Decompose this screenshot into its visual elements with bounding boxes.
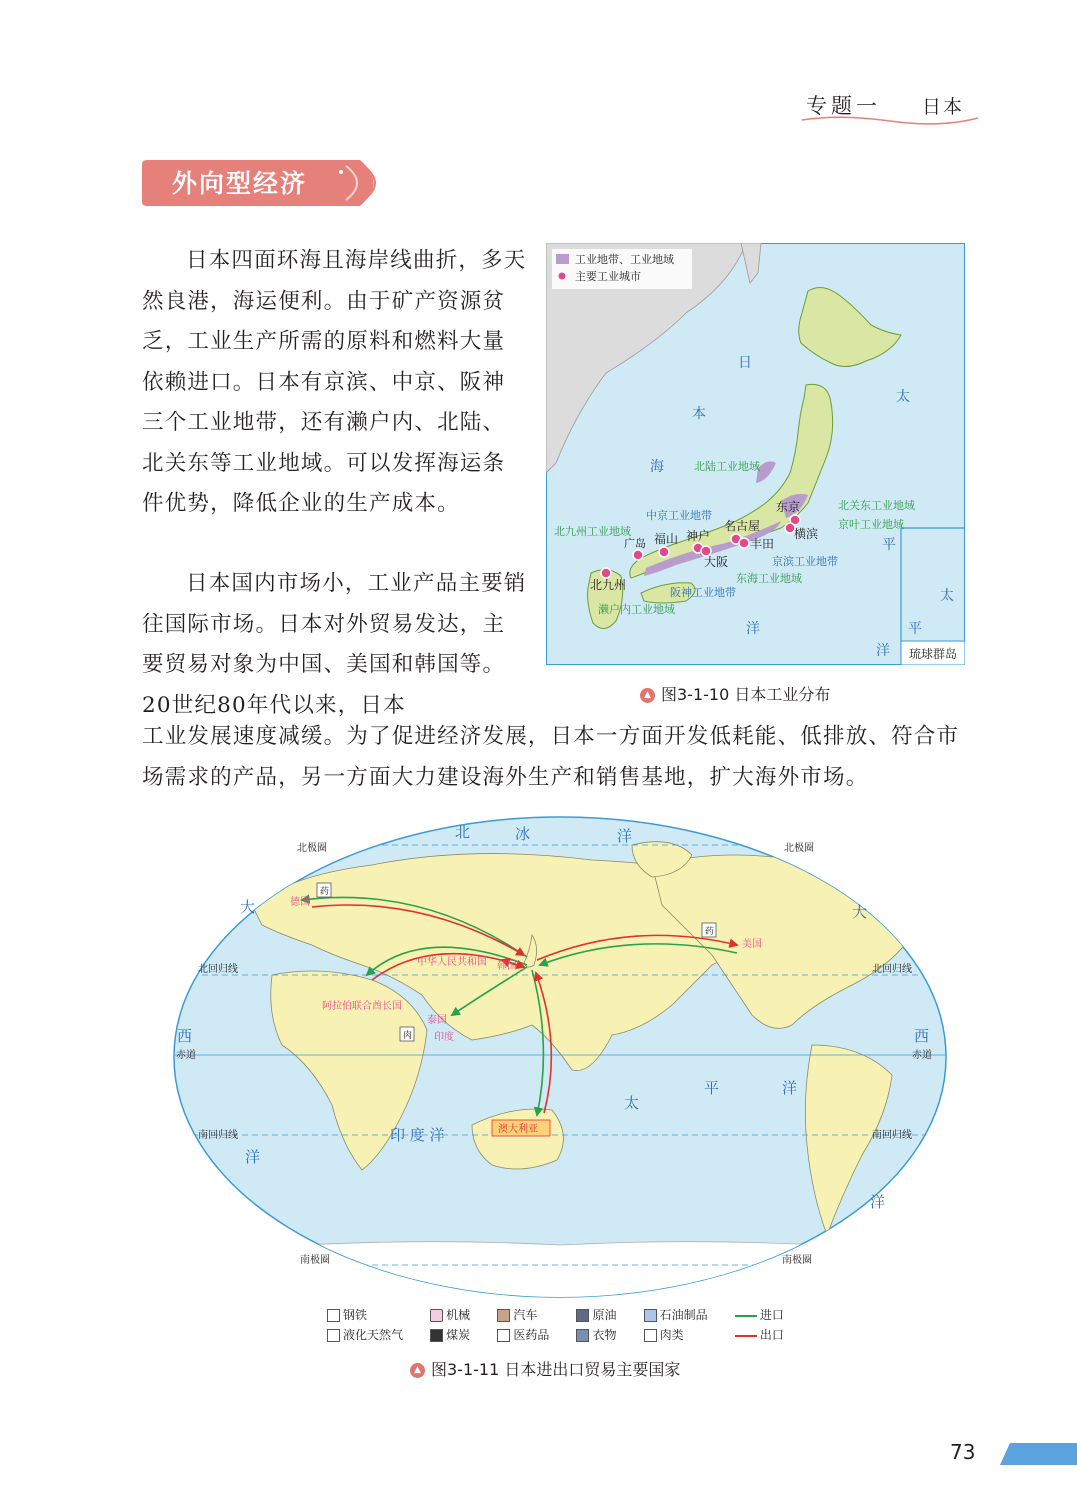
city-toyota: 丰田: [750, 537, 775, 551]
region-kitakyushu: 北九州工业地域: [554, 525, 631, 538]
region-hokuriku: 北陆工业地域: [694, 460, 760, 473]
antarctica-land: [172, 1242, 948, 1300]
region-chukyo: 中京工业地带: [646, 509, 712, 522]
caption-triangle-icon: ▲: [640, 688, 655, 703]
meat-icon: [644, 1329, 657, 1342]
legend-coal-label: 煤炭: [446, 1328, 471, 1342]
country-thailand: 泰国: [427, 1015, 447, 1026]
coal-icon: [430, 1329, 443, 1342]
tropic-cancer-left: 北回归线: [198, 964, 238, 975]
legend-petroleum-label: 石油制品: [659, 1308, 708, 1322]
paragraph-2: 日本国内市场小，工业产品主要销往国际市场。日本对外贸易发达，主要贸易对象为中国、美国和韩国等。20世纪80年代以来，日本: [142, 571, 527, 718]
country-germany: 德国: [290, 897, 310, 908]
pacific-label-2: 平: [704, 1079, 720, 1097]
tropic-cancer-right: 北回归线: [872, 964, 912, 975]
import-arrow-icon: [735, 1315, 757, 1317]
country-australia: 澳大利亚: [498, 1124, 538, 1135]
legend-meat-label: 肉类: [659, 1328, 684, 1342]
country-usa: 美国: [742, 939, 762, 950]
legend-steel-label: 钢铁: [343, 1308, 368, 1322]
antarctic-circle-right: 南极圈: [782, 1255, 812, 1266]
atlantic-w-label-2: 西: [177, 1027, 193, 1045]
city-osaka: 大阪: [704, 555, 729, 569]
legend-belt-label: 工业地带、工业地域: [575, 253, 674, 266]
pacific-label-3: 洋: [782, 1079, 798, 1097]
ocean-label-2: 平: [882, 537, 896, 553]
legend-medicine: [497, 1326, 562, 1343]
caption-triangle-icon: ▲: [410, 1363, 425, 1378]
legend-clothing: [576, 1326, 629, 1343]
legend-lng: [327, 1326, 416, 1343]
country-china: 中华人民共和国: [417, 957, 487, 968]
legend-export-label: 出口: [759, 1328, 784, 1342]
country-indonesia: 印度: [434, 1032, 454, 1043]
ocean-label-6: 洋: [876, 643, 890, 659]
region-keiyo: 京叶工业地域: [838, 518, 904, 531]
arctic-label-3: 洋: [617, 827, 633, 845]
map1-caption-text: 图3-1-10 日本工业分布: [661, 685, 831, 704]
page-number: 73: [950, 1440, 976, 1464]
car-icon: [497, 1309, 510, 1322]
section-title: 外向型经济: [172, 169, 308, 198]
map2-caption-text: 图3-1-11 日本进出口贸易主要国家: [431, 1360, 681, 1379]
medicine-icon: [497, 1329, 510, 1342]
badge-group-usa: [702, 923, 716, 937]
steel-icon: [327, 1309, 340, 1322]
atlantic-e-label-3: 洋: [870, 1193, 886, 1211]
region-setouchi: 濑户内工业地域: [598, 603, 675, 616]
world-trade-map: [172, 815, 948, 1300]
city-kobe: 神户: [686, 529, 711, 543]
arctic-circle-right: 北极圈: [784, 843, 814, 854]
legend-lng-label: 液化天然气: [343, 1328, 404, 1342]
region-kitakanto: 北关东工业地域: [838, 499, 915, 512]
pacific-label-1: 太: [624, 1094, 640, 1112]
tropic-capricorn-right: 南回归线: [872, 1130, 912, 1141]
antarctic-circle-left: 南极圈: [300, 1255, 330, 1266]
legend-machinery-label: 机械: [446, 1308, 471, 1322]
city-hiroshima: 广岛: [624, 537, 646, 550]
paragraph-2-continued: 工业发展速度减缓。为了促进经济发展，日本一方面开发低耗能、低排放、符合市场需求的产品，另一方面大力建设海外生产和销售基地，扩大海外市场。: [142, 724, 960, 790]
ocean-label-3: 洋: [746, 621, 760, 637]
ocean-label-4: 太: [940, 588, 954, 604]
legend-crude-oil-label: 原油: [592, 1308, 617, 1322]
legend-crude-oil: [576, 1306, 629, 1323]
map2-caption: [410, 1357, 680, 1380]
legend-medicine-label: 医药品: [513, 1328, 550, 1342]
legend-car: [497, 1306, 562, 1323]
legend-meat: [644, 1326, 721, 1343]
city-nagoya: 名古屋: [724, 519, 761, 533]
lng-icon: [327, 1329, 340, 1342]
export-arrow-icon: [735, 1335, 757, 1337]
region-hanshin: 阪神工业地带: [670, 586, 736, 599]
sea-label-2: 本: [692, 406, 706, 422]
equator-left: 赤道: [176, 1050, 196, 1061]
legend-steel: [327, 1306, 416, 1323]
tropic-capricorn-left: 南回归线: [198, 1130, 238, 1141]
map2-legend: [327, 1306, 797, 1343]
legend-coal: [430, 1326, 483, 1343]
petroleum-products-icon: [644, 1309, 657, 1322]
city-dot-hiroshima: [633, 550, 643, 560]
region-tokai: 东海工业地域: [736, 572, 802, 585]
legend-export: [735, 1326, 797, 1343]
arctic-circle-left: 北极圈: [297, 843, 327, 854]
badge-group-thailand: [400, 1027, 414, 1041]
country-korea: 韩国: [497, 961, 517, 972]
city-yokohama: 横滨: [794, 527, 819, 541]
ocean-label-5: 平: [908, 621, 922, 637]
legend-import: [735, 1306, 797, 1323]
machinery-icon: [430, 1309, 443, 1322]
legend-car-label: 汽车: [513, 1308, 538, 1322]
atlantic-w-label-1: 大: [240, 898, 256, 916]
meat-badge: 肉: [403, 1031, 413, 1041]
legend-clothing-label: 衣物: [592, 1328, 617, 1342]
indian-ocean-label: 印 度 洋: [390, 1126, 445, 1144]
crude-oil-icon: [576, 1309, 589, 1322]
ocean-label-1: 太: [896, 389, 910, 405]
city-legend-dot: [558, 272, 566, 280]
legend-city-label: 主要工业城市: [575, 270, 641, 283]
belt-legend-swatch: [556, 254, 569, 264]
region-keihin: 京滨工业地带: [772, 555, 838, 568]
map1-caption: [640, 682, 830, 705]
city-tokyo: 东京: [776, 500, 801, 514]
sea-label-1: 日: [738, 355, 752, 371]
country-uae: 阿拉伯联合酋长国: [322, 1001, 402, 1012]
city-dot-toyota: [739, 538, 749, 548]
clothing-icon: [576, 1329, 589, 1342]
legend-machinery: [430, 1306, 483, 1323]
chapter-title: 专题一: [806, 94, 881, 118]
atlantic-w-label-3: 洋: [245, 1148, 261, 1166]
medicine-badge-usa: 药: [705, 927, 715, 937]
medicine-badge: 药: [320, 887, 330, 897]
atlantic-e-label-1: 大: [852, 903, 868, 921]
chapter-country: 日本: [922, 96, 965, 118]
page-tab-decoration: [1000, 1443, 1077, 1465]
japan-industry-map: [546, 243, 965, 665]
sea-label-3: 海: [650, 459, 664, 475]
arctic-label-2: 冰: [515, 825, 531, 843]
paragraph-1: 日本四面环海且海岸线曲折，多天然良港，海运便利。由于矿产资源贫乏，工业生产所需的原料和燃料大量依赖进口。日本有京滨、中京、阪神三个工业地带，还有濑户内、北陆、北关东等工业地域。可以发挥海运条件优势，降低企业的生产成本。: [142, 248, 527, 516]
ryukyu-inset-label: 琉球群岛: [908, 647, 958, 661]
city-fukuyama: 福山: [654, 532, 679, 546]
arctic-label-1: 北: [455, 823, 471, 841]
atlantic-e-label-2: 西: [914, 1027, 930, 1045]
legend-petroleum: [644, 1306, 721, 1323]
equator-right: 赤道: [912, 1050, 932, 1061]
city-dot-fukuyama: [659, 547, 669, 557]
legend-import-label: 进口: [759, 1308, 784, 1322]
city-dot-kitakyushu: [601, 568, 611, 578]
city-kitakyushu: 北九州: [590, 578, 627, 592]
badge-group-germany: [317, 883, 331, 897]
